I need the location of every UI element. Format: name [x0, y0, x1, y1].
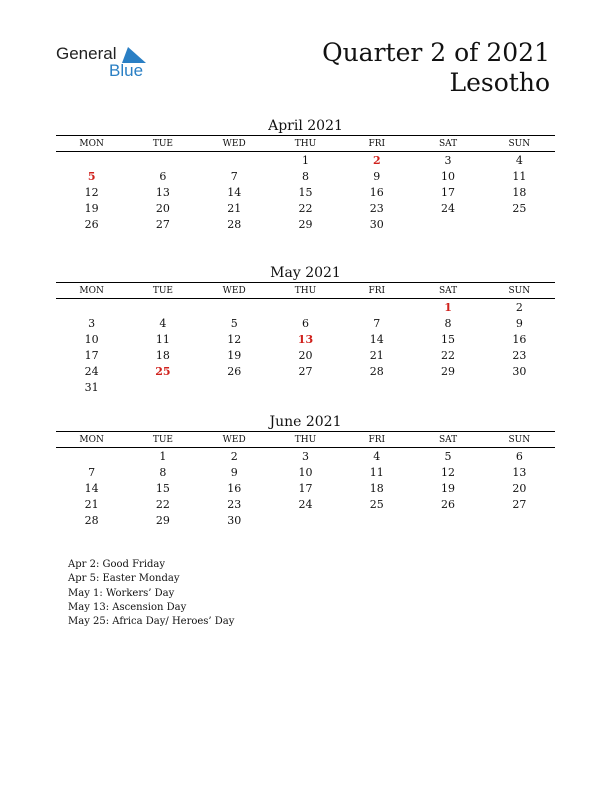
month-may — [56, 264, 555, 395]
day-cell: 5 — [87, 169, 96, 183]
day-cell: 16 — [369, 185, 384, 199]
day-cell: 17 — [298, 481, 313, 495]
weekday-header: THU — [270, 136, 341, 152]
weekday-header: MON — [56, 136, 127, 152]
calendar-grid — [56, 135, 555, 232]
day-cell: 17 — [441, 185, 456, 199]
month-title: April 2021 — [268, 118, 343, 134]
day-cell: 22 — [155, 497, 170, 511]
holiday-note: Apr 2: Good Friday — [68, 559, 166, 570]
week-row — [56, 512, 555, 528]
day-cell: 27 — [155, 217, 170, 231]
month-title: June 2021 — [269, 414, 342, 430]
weekday-header: WED — [199, 283, 270, 299]
day-cell — [270, 299, 341, 316]
weekday-header: SAT — [412, 432, 483, 448]
day-cell: 13 — [512, 465, 527, 479]
day-cell: 7 — [230, 169, 238, 183]
day-cell: 11 — [369, 465, 384, 479]
day-cell: 20 — [298, 348, 313, 362]
day-cell: 29 — [298, 217, 313, 231]
day-cell — [484, 379, 555, 395]
day-cell: 31 — [84, 380, 99, 394]
day-cell: 5 — [230, 316, 238, 330]
day-cell: 11 — [155, 332, 170, 346]
day-cell — [199, 379, 270, 395]
day-cell: 23 — [227, 497, 242, 511]
week-row — [56, 184, 555, 200]
day-cell: 24 — [441, 201, 456, 215]
day-cell: 24 — [84, 364, 99, 378]
day-cell: 18 — [369, 481, 384, 495]
day-cell: 21 — [369, 348, 384, 362]
day-cell: 22 — [441, 348, 456, 362]
calendar-grid — [56, 431, 555, 528]
day-cell: 30 — [227, 513, 242, 527]
week-row — [56, 299, 555, 316]
month-title: May 2021 — [270, 265, 341, 281]
day-cell — [341, 379, 412, 395]
day-cell: 13 — [155, 185, 170, 199]
day-cell: 25 — [155, 364, 171, 378]
holiday-notes — [68, 558, 234, 629]
day-cell: 19 — [441, 481, 456, 495]
day-cell: 20 — [155, 201, 170, 215]
day-cell: 3 — [301, 449, 309, 463]
week-row — [56, 464, 555, 480]
week-row — [56, 379, 555, 395]
week-row — [56, 496, 555, 512]
week-row — [56, 347, 555, 363]
day-cell: 12 — [84, 185, 99, 199]
holiday-note: May 13: Ascension Day — [68, 601, 187, 613]
week-row — [56, 331, 555, 347]
day-cell: 10 — [84, 332, 99, 346]
day-cell: 2 — [515, 300, 523, 314]
day-cell: 30 — [369, 217, 384, 231]
day-cell — [412, 216, 483, 232]
weekday-header: THU — [270, 432, 341, 448]
day-cell: 26 — [84, 217, 99, 231]
day-cell: 19 — [84, 201, 99, 215]
day-cell: 17 — [84, 348, 99, 362]
day-cell — [56, 448, 127, 465]
day-cell: 29 — [441, 364, 456, 378]
day-cell: 13 — [297, 332, 314, 346]
day-cell: 4 — [373, 449, 381, 463]
title-block — [322, 38, 550, 98]
day-cell: 28 — [369, 364, 384, 378]
weekday-header: WED — [199, 136, 270, 152]
month-june — [56, 413, 555, 528]
day-cell: 24 — [298, 497, 313, 511]
country-name: Lesotho — [449, 68, 550, 97]
week-row — [56, 200, 555, 216]
day-cell: 26 — [441, 497, 456, 511]
day-cell: 1 — [444, 300, 452, 314]
day-cell: 3 — [88, 316, 96, 330]
day-cell: 29 — [155, 513, 170, 527]
day-cell: 4 — [515, 153, 523, 167]
day-cell: 1 — [301, 153, 309, 167]
weekday-header: SAT — [412, 136, 483, 152]
day-cell: 15 — [441, 332, 456, 346]
day-cell — [484, 512, 555, 528]
day-cell: 28 — [84, 513, 99, 527]
day-cell: 19 — [227, 348, 242, 362]
day-cell: 11 — [512, 169, 527, 183]
day-cell: 14 — [369, 332, 384, 346]
week-row — [56, 168, 555, 184]
day-cell: 22 — [298, 201, 313, 215]
day-cell: 12 — [441, 465, 456, 479]
day-cell: 21 — [227, 201, 242, 215]
day-cell — [270, 379, 341, 395]
holiday-note: Apr 5: Easter Monday — [68, 573, 180, 585]
day-cell — [341, 512, 412, 528]
day-cell: 9 — [515, 316, 523, 330]
weekday-header: MON — [56, 432, 127, 448]
holiday-note: May 1: Workers’ Day — [68, 587, 175, 599]
day-cell — [412, 379, 483, 395]
week-row — [56, 152, 555, 169]
page-title: Quarter 2 of 2021 — [322, 38, 550, 67]
day-cell: 30 — [512, 364, 527, 378]
weekday-header: FRI — [341, 432, 412, 448]
day-cell: 23 — [512, 348, 527, 362]
holiday-note: May 25: Africa Day/ Heroes’ Day — [68, 616, 235, 628]
day-cell — [199, 152, 270, 169]
day-cell: 18 — [512, 185, 527, 199]
day-cell: 21 — [84, 497, 99, 511]
weekday-header: FRI — [341, 283, 412, 299]
day-cell: 5 — [444, 449, 452, 463]
weekday-header: THU — [270, 283, 341, 299]
day-cell: 2 — [230, 449, 238, 463]
day-cell: 7 — [373, 316, 381, 330]
day-cell: 15 — [298, 185, 313, 199]
day-cell: 3 — [444, 153, 452, 167]
day-cell: 9 — [230, 465, 238, 479]
day-cell: 25 — [512, 201, 527, 215]
day-cell: 10 — [298, 465, 313, 479]
day-cell — [484, 216, 555, 232]
day-cell: 12 — [227, 332, 242, 346]
day-cell — [56, 152, 127, 169]
day-cell: 28 — [227, 217, 242, 231]
day-cell — [341, 299, 412, 316]
weekday-header: WED — [199, 432, 270, 448]
logo-general-text: General — [56, 44, 117, 63]
day-cell: 25 — [369, 497, 384, 511]
day-cell — [127, 152, 198, 169]
day-cell: 9 — [373, 169, 381, 183]
day-cell — [127, 299, 198, 316]
week-row — [56, 315, 555, 331]
day-cell — [412, 512, 483, 528]
weekday-header: TUE — [127, 432, 198, 448]
weekday-header: SUN — [484, 283, 555, 299]
day-cell: 16 — [512, 332, 527, 346]
day-cell: 27 — [512, 497, 527, 511]
day-cell: 7 — [88, 465, 96, 479]
day-cell — [127, 379, 198, 395]
day-cell: 6 — [159, 169, 167, 183]
day-cell: 18 — [155, 348, 170, 362]
day-cell: 23 — [369, 201, 384, 215]
weekday-header: SUN — [484, 136, 555, 152]
weekday-header: SUN — [484, 432, 555, 448]
day-cell: 20 — [512, 481, 527, 495]
week-row — [56, 480, 555, 496]
day-cell: 8 — [159, 465, 167, 479]
week-row — [56, 216, 555, 232]
weekday-header: SAT — [412, 283, 483, 299]
weekday-header: TUE — [127, 283, 198, 299]
weekday-header: FRI — [341, 136, 412, 152]
week-row — [56, 363, 555, 379]
day-cell: 26 — [227, 364, 242, 378]
day-cell: 8 — [444, 316, 452, 330]
month-april — [56, 117, 555, 232]
day-cell: 6 — [515, 449, 523, 463]
day-cell: 14 — [227, 185, 242, 199]
week-row — [56, 448, 555, 465]
day-cell: 15 — [155, 481, 170, 495]
day-cell — [199, 299, 270, 316]
day-cell: 1 — [159, 449, 167, 463]
day-cell — [270, 512, 341, 528]
day-cell — [56, 299, 127, 316]
generalblue-logo — [56, 44, 166, 84]
day-cell: 27 — [298, 364, 313, 378]
day-cell: 2 — [372, 153, 381, 167]
day-cell: 4 — [159, 316, 167, 330]
weekday-header: TUE — [127, 136, 198, 152]
day-cell: 14 — [84, 481, 99, 495]
logo-blue-text: Blue — [109, 61, 144, 80]
calendar-grid — [56, 282, 555, 395]
day-cell: 16 — [227, 481, 242, 495]
weekday-header: MON — [56, 283, 127, 299]
day-cell: 8 — [301, 169, 309, 183]
day-cell: 6 — [301, 316, 309, 330]
day-cell: 10 — [441, 169, 456, 183]
